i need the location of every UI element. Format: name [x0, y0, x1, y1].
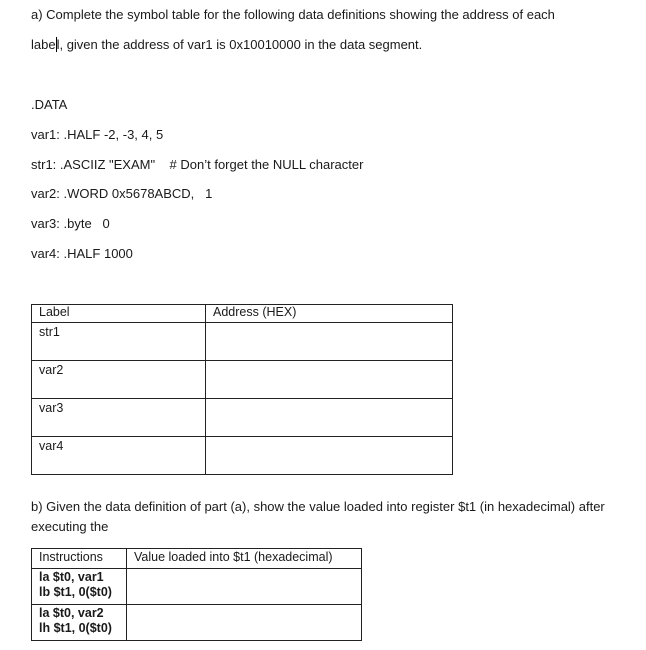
question-b-line1: b) Given the data definition of part (a), show the value loaded into register $t1 (in hexadecimal) after [31, 499, 605, 514]
instruction-cell [32, 605, 127, 641]
code-var4: var4: .HALF 1000 [31, 246, 133, 261]
table-row [32, 569, 362, 605]
instruction-line: lb $t1, 0($t0) [39, 585, 112, 599]
question-b-line2: executing the [31, 519, 109, 534]
question-a-line2 [31, 37, 422, 53]
symbol-table [31, 304, 453, 475]
header-value: Value loaded into $t1 (hexadecimal) [127, 549, 362, 569]
address-cell[interactable] [206, 437, 453, 475]
question-a-line1: a) Complete the symbol table for the following data definitions showing the address of each [31, 7, 555, 22]
table-row [32, 323, 453, 361]
code-str1: str1: .ASCIIZ "EXAM" # Don’t forget the NULL character [31, 157, 364, 172]
code-data-directive: .DATA [31, 97, 68, 112]
header-label: Label [32, 305, 206, 323]
instructions-table [31, 548, 362, 641]
header-instructions: Instructions [32, 549, 127, 569]
address-cell[interactable] [206, 399, 453, 437]
row-label: str1 [32, 323, 206, 361]
instruction-cell [32, 569, 127, 605]
code-var2: var2: .WORD 0x5678ABCD, 1 [31, 186, 213, 201]
table-row [32, 605, 362, 641]
instructions-table-header [32, 549, 362, 569]
row-label: var3 [32, 399, 206, 437]
address-cell[interactable] [206, 361, 453, 399]
row-label: var4 [32, 437, 206, 475]
instruction-line: lh $t1, 0($t0) [39, 621, 112, 635]
table-row [32, 437, 453, 475]
value-cell[interactable] [127, 569, 362, 605]
symbol-table-header [32, 305, 453, 323]
question-a-line2-post: l, given the address of var1 is 0x10010000 in the data segment. [56, 37, 423, 52]
table-row [32, 399, 453, 437]
value-cell[interactable] [127, 605, 362, 641]
table-row [32, 361, 453, 399]
instruction-line: la $t0, var1 [39, 570, 104, 584]
question-a-line2-pre: labe [31, 37, 56, 52]
address-cell[interactable] [206, 323, 453, 361]
code-var1: var1: .HALF -2, -3, 4, 5 [31, 127, 164, 142]
code-var3: var3: .byte 0 [31, 216, 110, 231]
instruction-line: la $t0, var2 [39, 606, 104, 620]
row-label: var2 [32, 361, 206, 399]
header-address: Address (HEX) [206, 305, 453, 323]
